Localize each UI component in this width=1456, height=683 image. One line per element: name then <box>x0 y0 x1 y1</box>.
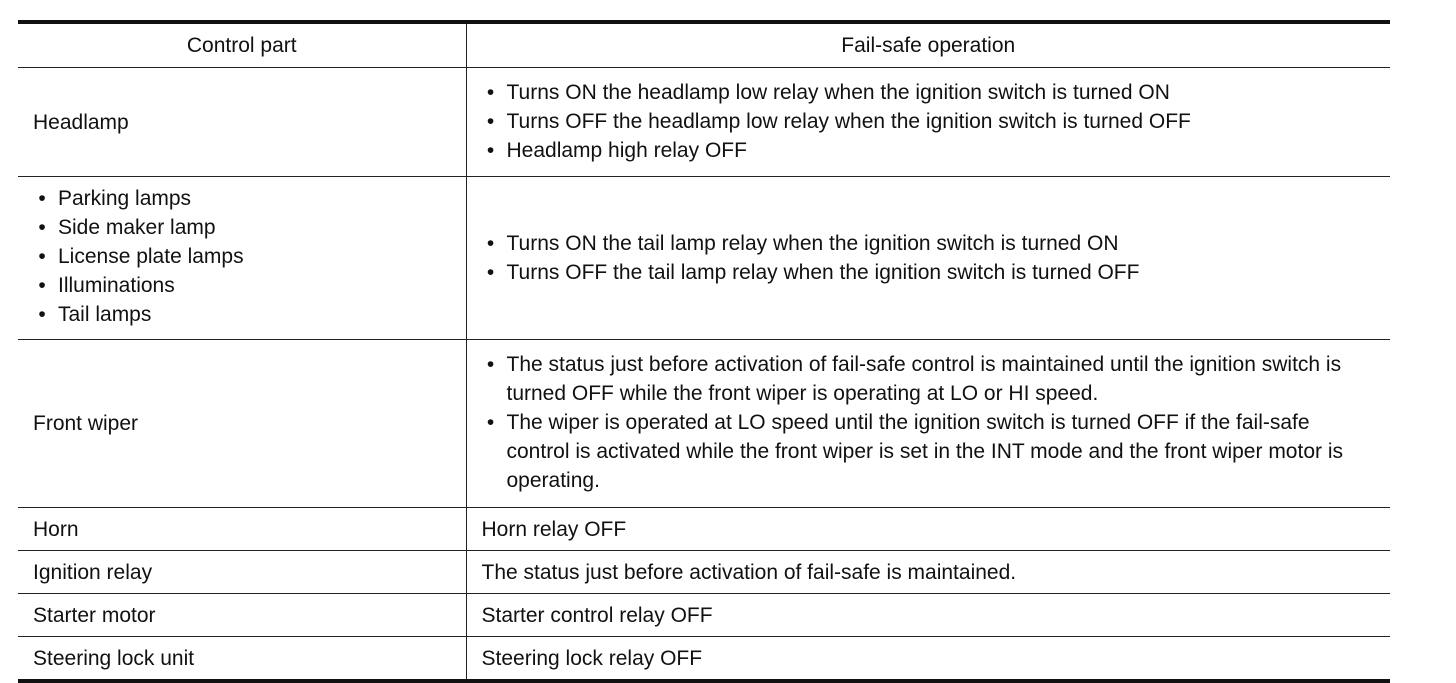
list-item-text: Tail lamps <box>58 303 152 326</box>
list-item-text: License plate lamps <box>58 245 244 268</box>
list-item-text: Turns OFF the tail lamp relay when the ignition switch is turned OFF <box>506 261 1140 284</box>
bullet-icon: • <box>486 138 495 162</box>
table-row <box>18 594 1390 637</box>
control-part-cell: Horn <box>18 508 466 551</box>
bullet-icon: • <box>486 410 495 434</box>
column-header-fail-safe-operation: Fail-safe operation <box>466 22 1390 68</box>
bullet-icon: • <box>486 109 495 133</box>
list-item-text: The wiper is operated at LO speed until the ignition switch is turned OFF if the fail-safe control is activated while the front wiper is set in the INT mode and the front wiper motor is operating. <box>506 410 1343 492</box>
table-row <box>18 551 1390 594</box>
list-item-text: The status just before activation of fail-safe control is maintained until the ignition switch is turned OFF while the front wiper is operating at LO or HI speed. <box>506 352 1342 405</box>
bullet-icon: • <box>38 245 46 268</box>
table-row <box>18 508 1390 551</box>
control-part-cell: Headlamp <box>18 68 466 177</box>
list-item <box>33 184 454 213</box>
list-item-text: Turns OFF the headlamp low relay when the ignition switch is turned OFF <box>506 109 1191 133</box>
list-item <box>482 229 1379 258</box>
operation-list <box>482 229 1379 287</box>
fail-safe-table <box>18 20 1390 683</box>
control-part-cell <box>18 177 466 340</box>
fail-safe-operation-cell <box>466 177 1390 340</box>
control-part-cell: Ignition relay <box>18 551 466 594</box>
list-item <box>482 408 1379 495</box>
table-row <box>18 340 1390 508</box>
list-item-text: Parking lamps <box>58 187 192 210</box>
list-item <box>33 300 454 329</box>
fail-safe-operation-cell: Steering lock relay OFF <box>466 637 1390 682</box>
operation-list <box>482 78 1379 165</box>
bullet-icon: • <box>38 216 46 239</box>
list-item-text: Turns ON the headlamp low relay when the ignition switch is turned ON <box>506 80 1170 104</box>
fail-safe-operation-cell: Starter control relay OFF <box>466 594 1390 637</box>
list-item <box>33 271 454 300</box>
table-row <box>18 637 1390 682</box>
list-item-text: Illuminations <box>58 274 175 297</box>
list-item <box>482 258 1379 287</box>
bullet-icon: • <box>486 352 495 376</box>
table-header-row <box>18 22 1390 68</box>
fail-safe-operation-cell: The status just before activation of fail-safe is maintained. <box>466 551 1390 594</box>
bullet-icon: • <box>38 303 46 326</box>
control-part-cell: Starter motor <box>18 594 466 637</box>
list-item <box>482 107 1379 136</box>
operation-list <box>482 350 1379 495</box>
control-part-cell: Steering lock unit <box>18 637 466 682</box>
control-part-cell: Front wiper <box>18 340 466 508</box>
list-item <box>482 136 1379 165</box>
bullet-icon: • <box>38 187 46 210</box>
control-part-list <box>33 184 454 329</box>
table-row <box>18 68 1390 177</box>
fail-safe-operation-cell: Horn relay OFF <box>466 508 1390 551</box>
column-header-control-part: Control part <box>18 22 466 68</box>
bullet-icon: • <box>38 274 46 297</box>
table-row <box>18 177 1390 340</box>
bullet-icon: • <box>486 80 495 104</box>
list-item <box>482 78 1379 107</box>
list-item <box>33 213 454 242</box>
list-item <box>482 350 1379 408</box>
fail-safe-operation-cell <box>466 340 1390 508</box>
bullet-icon: • <box>486 232 495 255</box>
fail-safe-operation-cell <box>466 68 1390 177</box>
bullet-icon: • <box>486 261 495 284</box>
list-item-text: Headlamp high relay OFF <box>506 138 747 162</box>
list-item <box>33 242 454 271</box>
list-item-text: Side maker lamp <box>58 216 216 239</box>
list-item-text: Turns ON the tail lamp relay when the ignition switch is turned ON <box>506 232 1119 255</box>
